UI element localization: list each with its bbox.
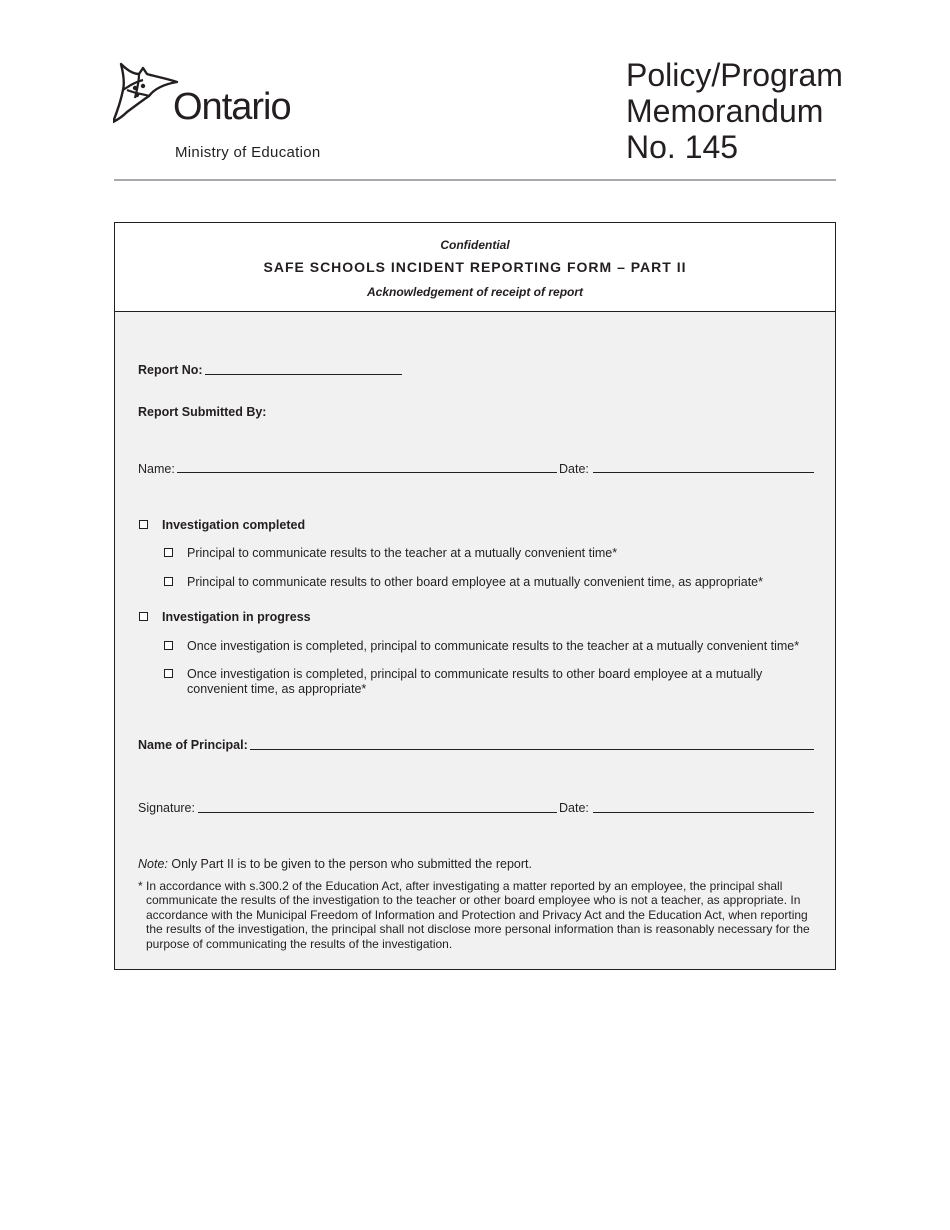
note-label: Note: (138, 857, 168, 871)
principal-label: Name of Principal: (138, 738, 248, 752)
memo-line: Memorandum (626, 93, 824, 129)
form-title: SAFE SCHOOLS INCIDENT REPORTING FORM – PART II (263, 259, 687, 275)
form-subtitle: Acknowledgement of receipt of report (366, 285, 584, 299)
header-divider (114, 179, 836, 181)
report-no-label: Report No: (138, 363, 203, 377)
footnote-marker: * (138, 879, 143, 893)
incident-form (114, 222, 836, 970)
signature-date-field[interactable] (593, 812, 814, 813)
memo-title (626, 57, 856, 165)
confidential-label: Confidential (440, 238, 510, 252)
note-text: Only Part II is to be given to the person who submitted the report. (171, 857, 532, 871)
ministry-name: Ministry of Education (175, 144, 321, 161)
logo-wordmark: Ontario (173, 86, 291, 128)
in-progress-teacher-checkbox[interactable] (164, 641, 173, 650)
principal-field[interactable] (250, 749, 814, 750)
in-progress-teacher-option: Once investigation is completed, principal to communicate results to the teacher at a mutually convenient time* (187, 639, 800, 653)
completed-teacher-checkbox[interactable] (164, 548, 173, 557)
investigation-in-progress-checkbox[interactable] (139, 612, 148, 621)
form-header (115, 223, 835, 312)
footnote-text: In accordance with s.300.2 of the Education Act, after investigating a matter reported by an employee, the principal shall communicate the results of the investigation to the teacher or other board employee who is not a teacher, as appropriate. In accordance with the Municipal Freedom of Information and Protection and Privacy Act and the Education Act, when reporting the results of the investigation, the principal shall not disclose more personal information than is reasonably necessary for the purpose of communicating the results of the investigation. (146, 879, 810, 951)
completed-employee-option: Principal to communicate results to other board employee at a mutually convenient time, as appropriate* (187, 575, 763, 589)
ontario-logo (113, 60, 353, 170)
note (138, 857, 532, 871)
investigation-completed-label: Investigation completed (162, 518, 306, 532)
date-field[interactable] (593, 472, 814, 473)
investigation-completed-checkbox[interactable] (139, 520, 148, 529)
footnote (138, 879, 818, 951)
signature-label: Signature: (138, 801, 195, 815)
signature-field[interactable] (198, 812, 557, 813)
submitted-by-label: Report Submitted By: (138, 405, 267, 419)
report-no-field[interactable] (205, 374, 402, 375)
memo-line: No. 145 (626, 129, 739, 165)
in-progress-employee-option: Once investigation is completed, principal to communicate results to other board employee at a mutually convenient time, as appropriate* (187, 667, 763, 696)
completed-employee-checkbox[interactable] (164, 577, 173, 586)
signature-date-label: Date: (559, 801, 589, 815)
date-label: Date: (559, 462, 589, 476)
completed-teacher-option: Principal to communicate results to the teacher at a mutually convenient time* (187, 546, 618, 560)
trillium-icon (113, 60, 179, 124)
in-progress-employee-checkbox[interactable] (164, 669, 173, 678)
memo-line: Policy/Program (626, 57, 843, 93)
name-field[interactable] (177, 472, 557, 473)
name-label: Name: (138, 462, 175, 476)
investigation-in-progress-label: Investigation in progress (162, 610, 311, 624)
